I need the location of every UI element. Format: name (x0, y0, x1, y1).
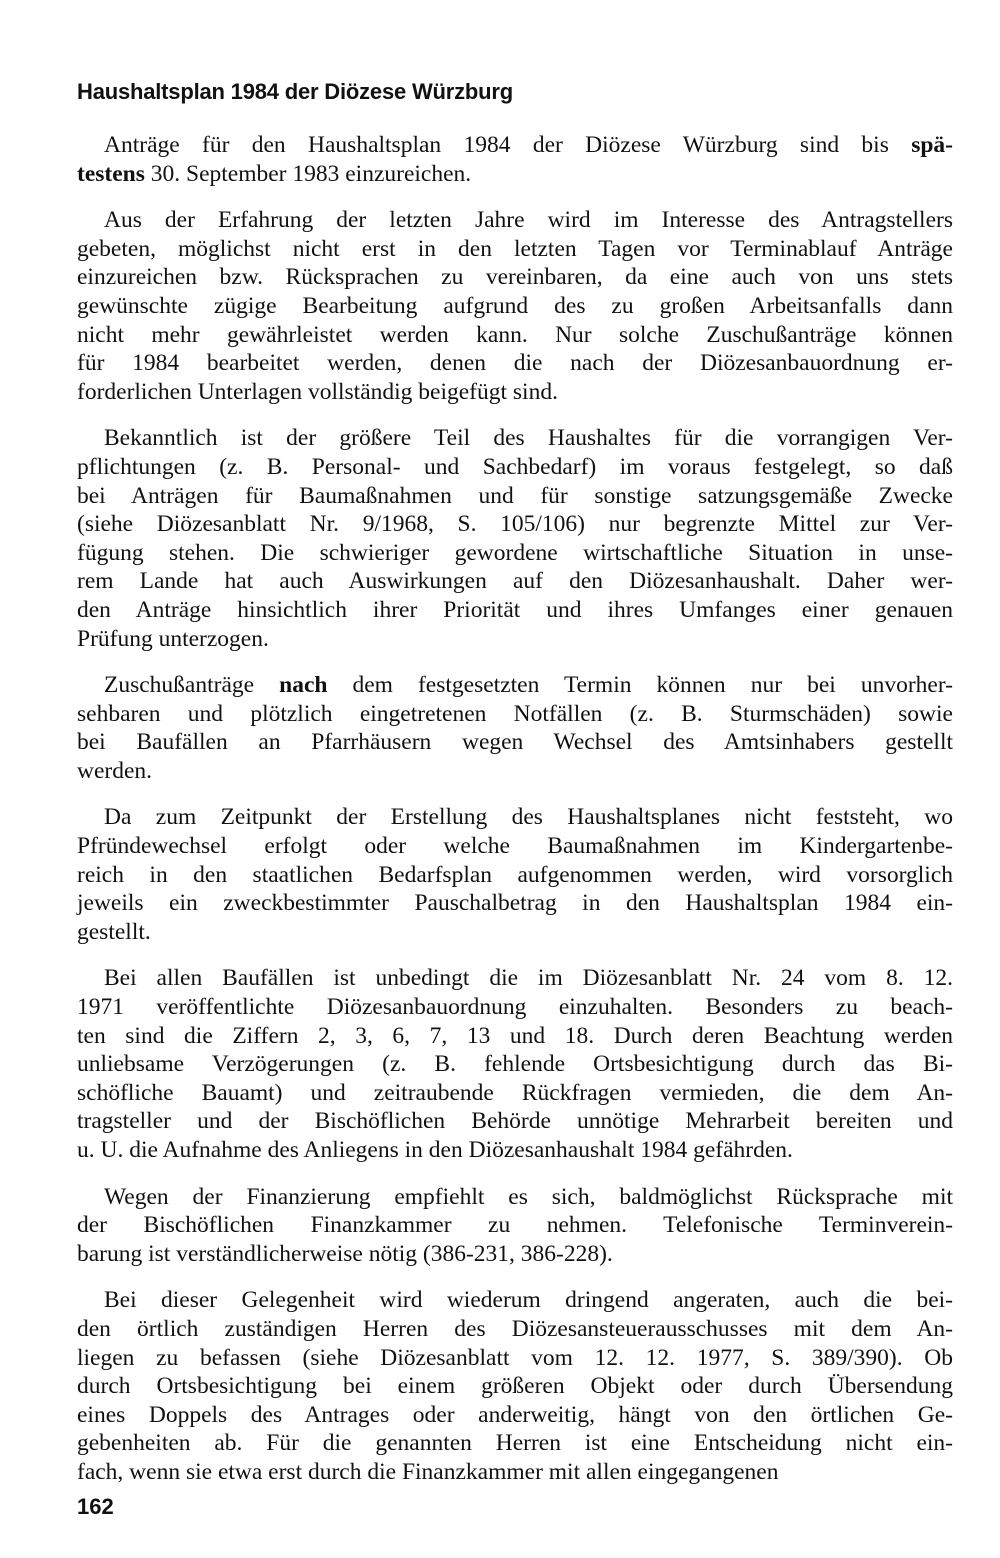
text-line (77, 861, 953, 890)
text-line (77, 1372, 953, 1401)
line-text: pflichtungen (z. B. Personal- und Sachbedarf) im voraus festgelegt, so daß (77, 453, 953, 480)
text-line (77, 1344, 953, 1373)
line-text: Zuschußanträge (104, 672, 280, 699)
emphasized-text: spä- (911, 132, 953, 158)
text-line (77, 625, 953, 654)
line-text: barung ist verständlicherweise nötig (386-231, 386-228). (77, 1240, 613, 1267)
line-text: einzureichen bzw. Rücksprachen zu vereinbaren, da eine auch von uns stets (77, 264, 953, 291)
text-line (77, 1458, 953, 1487)
text-line (77, 918, 953, 947)
line-text: Anträge für den Haushaltsplan 1984 der Diözese Würzburg sind bis (104, 132, 912, 158)
line-text: sehbaren und plötzlich eingetretenen Notfällen (z. B. Sturmschäden) sowie (77, 700, 953, 727)
line-text: gebenheiten ab. Für die genannten Herren ist eine Entscheidung nicht ein- (77, 1430, 953, 1457)
line-text: gebeten, möglichst nicht erst in den letzten Tagen vor Terminablauf Anträge (77, 235, 953, 262)
paragraph (77, 131, 953, 188)
emphasized-text: nach (279, 672, 328, 699)
text-line (77, 700, 953, 729)
line-text: forderlichen Unterlagen vollständig beigefügt sind. (77, 378, 558, 405)
text-line (77, 453, 953, 482)
emphasized-text: testens (77, 160, 145, 187)
text-line (77, 1240, 953, 1269)
text-line (77, 263, 953, 292)
text-line (77, 482, 953, 511)
line-text: u. U. die Aufnahme des Anliegens in den Diözesanhaushalt 1984 gefährden. (77, 1137, 793, 1163)
line-text: Prüfung unterzogen. (77, 625, 269, 652)
paragraph (77, 1286, 953, 1486)
text-line (77, 510, 953, 539)
document-body (77, 131, 953, 1505)
line-text: ten sind die Ziffern 2, 3, 6, 7, 13 und 18. Durch deren Beachtung werden (77, 1022, 953, 1049)
text-line (77, 424, 953, 453)
line-text: gestellt. (77, 918, 151, 945)
text-line (77, 1079, 953, 1108)
text-line (77, 321, 953, 350)
text-line (77, 993, 953, 1022)
text-line (77, 1211, 953, 1240)
text-line (77, 1315, 953, 1344)
line-text: tragsteller und der Bischöflichen Behörde unnötige Mehrarbeit bereiten und (77, 1108, 953, 1135)
line-text: schöfliche Bauamt) und zeitraubende Rückfragen vermieden, die dem An- (77, 1079, 953, 1106)
line-text: fügung stehen. Die schwieriger gewordene wirtschaftliche Situation in unse- (77, 539, 953, 566)
text-line (77, 1286, 953, 1315)
line-text: 1971 veröffentlichte Diözesanbauordnung einzuhalten. Besonders zu beach- (77, 994, 953, 1021)
text-line (77, 1183, 953, 1212)
text-line (77, 1022, 953, 1051)
paragraph (77, 671, 953, 785)
line-text: durch Ortsbesichtigung bei einem größeren Objekt oder durch Übersendung (77, 1373, 953, 1400)
line-text: dem festgesetzten Termin können nur bei unvorher- (327, 672, 954, 699)
text-line (77, 728, 953, 757)
line-text: fach, wenn sie etwa erst durch die Finanzkammer mit allen eingegangenen (77, 1458, 779, 1485)
line-text: reich in den staatlichen Bedarfsplan aufgenommen werden, wird vorsorglich (77, 861, 953, 888)
text-line (77, 292, 953, 321)
text-line (77, 160, 953, 189)
text-line (77, 596, 953, 625)
text-line (77, 889, 953, 918)
line-text: gewünschte zügige Bearbeitung aufgrund des zu großen Arbeitsanfalls dann (77, 292, 953, 319)
text-line (77, 803, 953, 832)
line-text: bei Baufällen an Pfarrhäusern wegen Wechsel des Amtsinhabers gestellt (77, 729, 953, 756)
text-line (77, 671, 953, 700)
line-text: rem Lande hat auch Auswirkungen auf den Diözesanhaushalt. Daher wer- (77, 568, 953, 595)
text-line (77, 1401, 953, 1430)
text-line (77, 1107, 953, 1136)
text-line (77, 1429, 953, 1458)
line-text: Aus der Erfahrung der letzten Jahre wird im Interesse des Antragstellers (104, 207, 953, 234)
text-line (77, 832, 953, 861)
line-text: Bekanntlich ist der größere Teil des Haushaltes für die vorrangigen Ver- (104, 425, 953, 452)
paragraph (77, 803, 953, 946)
line-text: Pfründewechsel erfolgt oder welche Baumaßnahmen im Kindergartenbe- (77, 833, 953, 860)
text-line (77, 378, 953, 407)
line-text: den örtlich zuständigen Herren des Diözesansteuerausschusses mit dem An- (77, 1315, 953, 1342)
line-text: Wegen der Finanzierung empfiehlt es sich, baldmöglichst Rücksprache mit (104, 1183, 953, 1210)
line-text: (siehe Diözesanblatt Nr. 9/1968, S. 105/106) nur begrenzte Mittel zur Ver- (77, 511, 953, 538)
line-text: 30. September 1983 einzureichen. (144, 160, 472, 187)
paragraph (77, 1183, 953, 1269)
text-line (77, 349, 953, 378)
text-line (77, 1136, 953, 1165)
line-text: werden. (77, 757, 153, 784)
line-text: Da zum Zeitpunkt der Erstellung des Haushaltsplanes nicht feststeht, wo (104, 804, 953, 831)
document-heading: Haushaltsplan 1984 der Diözese Würzburg (77, 79, 513, 104)
text-line (77, 235, 953, 264)
paragraph (77, 424, 953, 653)
paragraph (77, 964, 953, 1164)
line-text: für 1984 bearbeitet werden, denen die nach der Diözesanbauordnung er- (77, 350, 953, 377)
text-line (77, 1050, 953, 1079)
text-line (77, 206, 953, 235)
line-text: den Anträge hinsichtlich ihrer Priorität und ihres Umfanges einer genauen (77, 596, 953, 623)
text-line (77, 539, 953, 568)
line-text: nicht mehr gewährleistet werden kann. Nur solche Zuschußanträge können (77, 321, 953, 348)
text-line (77, 757, 953, 786)
line-text: liegen zu befassen (siehe Diözesanblatt vom 12. 12. 1977, S. 389/390). Ob (77, 1344, 953, 1371)
line-text: eines Doppels des Antrages oder anderweitig, hängt von den örtlichen Ge- (77, 1401, 953, 1428)
text-line (77, 964, 953, 993)
line-text: bei Anträgen für Baumaßnahmen und für sonstige satzungsgemäße Zwecke (77, 482, 953, 509)
line-text: unliebsame Verzögerungen (z. B. fehlende Ortsbesichtigung durch das Bi- (77, 1051, 953, 1078)
page-number: 162 (77, 1494, 114, 1519)
line-text: der Bischöflichen Finanzkammer zu nehmen. Telefonische Terminverein- (77, 1212, 953, 1239)
text-line (77, 567, 953, 596)
line-text: Bei dieser Gelegenheit wird wiederum dringend angeraten, auch die bei- (104, 1287, 953, 1314)
paragraph (77, 206, 953, 406)
line-text: jeweils ein zweckbestimmter Pauschalbetrag in den Haushaltsplan 1984 ein- (77, 890, 953, 917)
text-line (77, 131, 953, 160)
line-text: Bei allen Baufällen ist unbedingt die im Diözesanblatt Nr. 24 vom 8. 12. (104, 965, 953, 992)
